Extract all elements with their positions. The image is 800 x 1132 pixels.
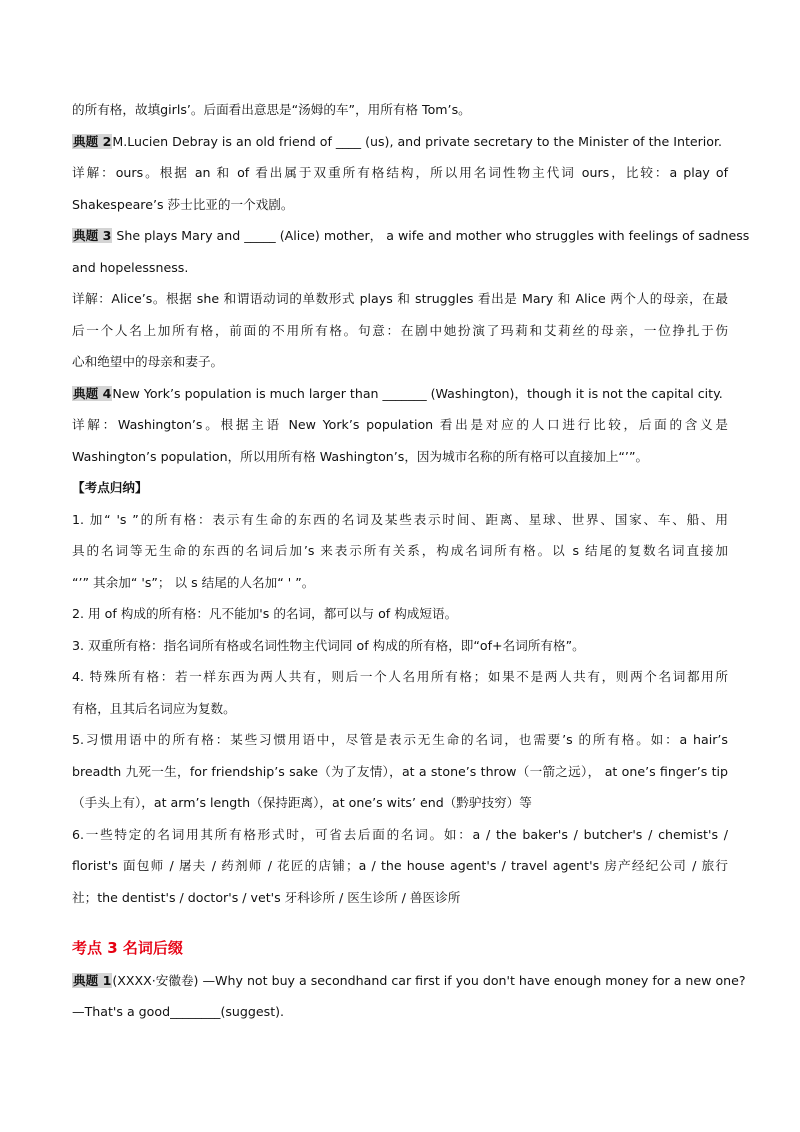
summary-item: 1. 加“ 's ”的所有格：表示有生命的东西的名词及某些表示时间、距离、星球、世界、国家、车、船、用: [72, 511, 728, 527]
summary-item: 3. 双重所有格：指名词所有格或名词性物主代词同 of 构成的所有格，即“of+名词所有格”。: [72, 637, 585, 653]
example-text-cont: and hopelessness.: [72, 259, 189, 275]
explanation-line: 后一个人名上加所有格，前面的不用所有格。句意：在剧中她扮演了玛莉和艾莉丝的母亲，一位挣扎于伤: [72, 322, 728, 338]
summary-item: （手头上有），at arm’s length（保持距离），at one’s wits’ end（黔驴技穷）等: [72, 795, 532, 810]
example-tag: 典题 3: [73, 228, 112, 243]
example-4: [72, 378, 728, 410]
summary-item: 具的名词等无生命的东西的名词后加’s 来表示所有关系，构成名词所有格。以 s 结尾的复数名词直接加: [72, 543, 728, 558]
explanation-line: 心和绝望中的母亲和妻子。: [72, 354, 224, 369]
document-page: [72, 94, 750, 1028]
summary-item: 6.一些特定的名词用其所有格形式时，可省去后面的名词。如：a / the baker's / butcher's / chemist's /: [72, 826, 728, 842]
text-line: 的所有格，故填girls’。后面看出意思是“汤姆的车”，用所有格 Tom’s。: [72, 102, 471, 117]
summary-item: “’” 其余加“ 's”； 以 s 结尾的人名加“ ' ”。: [72, 574, 315, 590]
explanation-line: 详解：Alice’s。根据 she 和谓语动词的单数形式 plays 和 struggles 看出是 Mary 和 Alice 两个人的母亲，在最: [72, 291, 728, 306]
explanation-line: 详解：ours。根据 an 和 of 看出属于双重所有格结构，所以用名词性物主代词 ours，比较：a play of: [72, 165, 728, 180]
summary-item: 有格，且其后名词应为复数。: [72, 700, 236, 716]
summary-item: 2. 用 of 构成的所有格：凡不能加's 的名词，都可以与 of 构成短语。: [72, 606, 458, 621]
example-tag: 典题 1: [73, 972, 112, 988]
question-text: (XXXX·安徽卷) —Why not buy a secondhand car first if you don't have enough money for a new one?: [112, 972, 746, 988]
summary-item: 社；the dentist's / doctor's / vet's 牙科诊所 / 医生诊所 / 兽医诊所: [72, 889, 461, 905]
example-2: [72, 126, 728, 158]
question-1: [72, 965, 746, 997]
summary-heading: 【考点归纳】: [72, 480, 148, 495]
summary-item: 4. 特殊所有格：若一样东西为两人共有，则后一个人名用所有格；如果不是两人共有，则两个名词都用所: [72, 669, 728, 684]
summary-item: florist's 面包师 / 屠夫 / 药剂师 / 花匠的店铺；a / the house agent's / travel agent's 房产经纪公司 / 旅行: [72, 858, 728, 873]
explanation-line: Washington’s population，所以用所有格 Washington’s，因为城市名称的所有格可以直接加上“’”。: [72, 448, 649, 464]
example-text: New York’s population is much larger than _______ (Washington)，though it is not the capital city.: [112, 385, 723, 401]
example-text: She plays Mary and _____ (Alice) mother， a wife and mother who struggles with feelings of sadness: [112, 228, 750, 243]
summary-item: 5.习惯用语中的所有格：某些习惯用语中，尽管是表示无生命的名词，也需要’s 的所有格。如：a hair’s: [72, 732, 728, 747]
example-tag: 典题 2: [73, 133, 112, 149]
explanation-line: 详解：Washington’s。根据主语 New York’s population 看出是对应的人口进行比较，后面的含义是: [72, 417, 728, 432]
example-3: [72, 220, 750, 252]
example-tag: 典题 4: [73, 385, 112, 401]
question-text-cont: —That's a good________(suggest).: [72, 1004, 285, 1019]
explanation-line: Shakespeare’s 莎士比亚的一个戏剧。: [72, 196, 294, 212]
summary-item: breadth 九死一生，for friendship’s sake（为了友情），at a stone’s throw（一箭之远）， at one’s finger’s tip: [72, 763, 728, 779]
example-text: M.Lucien Debray is an old friend of ____ (us), and private secretary to the Minister of the Interior.: [112, 133, 723, 149]
section-heading: 考点 3 名词后缀: [72, 939, 183, 957]
